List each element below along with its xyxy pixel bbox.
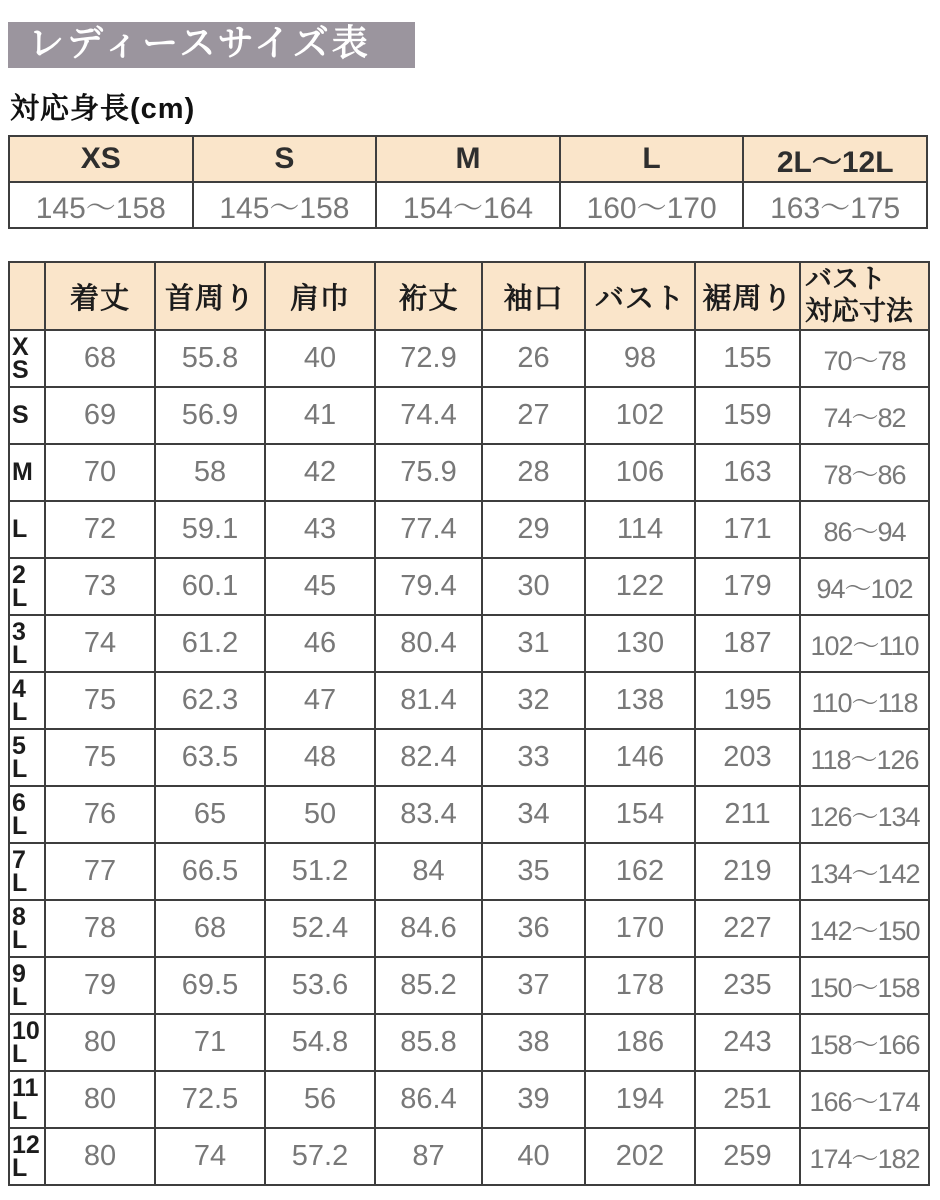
size-value-cell: 29 (482, 501, 585, 558)
size-value-cell: 72.9 (375, 330, 482, 387)
column-header: バスト 対応寸法 (800, 262, 929, 330)
size-value-cell: 78〜86 (800, 444, 929, 501)
size-value-cell: 76 (45, 786, 155, 843)
size-value-cell: 142〜150 (800, 900, 929, 957)
height-table-value-row (9, 182, 927, 228)
size-value-cell: 37 (482, 957, 585, 1014)
size-value-cell: 178 (585, 957, 695, 1014)
size-value-cell: 179 (695, 558, 800, 615)
size-value-cell: 77.4 (375, 501, 482, 558)
size-value-cell: 235 (695, 957, 800, 1014)
size-value-cell: 77 (45, 843, 155, 900)
height-table-header-cell: 2L〜12L (743, 136, 927, 182)
size-value-cell: 51.2 (265, 843, 375, 900)
table-row (9, 387, 929, 444)
height-table-header-cell: M (376, 136, 560, 182)
size-value-cell: 159 (695, 387, 800, 444)
size-value-cell: 158〜166 (800, 1014, 929, 1071)
size-value-cell: 186 (585, 1014, 695, 1071)
size-value-cell: 170 (585, 900, 695, 957)
size-value-cell: 55.8 (155, 330, 265, 387)
row-size-label: L (9, 501, 45, 558)
size-value-cell: 78 (45, 900, 155, 957)
size-value-cell: 43 (265, 501, 375, 558)
size-value-cell: 259 (695, 1128, 800, 1185)
size-table-header-row (9, 262, 929, 330)
size-value-cell: 57.2 (265, 1128, 375, 1185)
row-size-label: 8 L (9, 900, 45, 957)
size-value-cell: 187 (695, 615, 800, 672)
size-value-cell: 194 (585, 1071, 695, 1128)
size-value-cell: 150〜158 (800, 957, 929, 1014)
height-table-header-cell: L (560, 136, 744, 182)
size-value-cell: 47 (265, 672, 375, 729)
size-value-cell: 35 (482, 843, 585, 900)
row-size-label: X S (9, 330, 45, 387)
size-value-cell: 34 (482, 786, 585, 843)
size-value-cell: 114 (585, 501, 695, 558)
size-value-cell: 138 (585, 672, 695, 729)
size-value-cell: 155 (695, 330, 800, 387)
size-value-cell: 70〜78 (800, 330, 929, 387)
table-row (9, 1014, 929, 1071)
table-row (9, 501, 929, 558)
size-value-cell: 98 (585, 330, 695, 387)
size-value-cell: 79.4 (375, 558, 482, 615)
table-row (9, 1128, 929, 1185)
size-value-cell: 50 (265, 786, 375, 843)
row-size-label: 7 L (9, 843, 45, 900)
size-value-cell: 46 (265, 615, 375, 672)
size-table (8, 261, 930, 1186)
size-value-cell: 122 (585, 558, 695, 615)
column-header: バスト (585, 262, 695, 330)
size-value-cell: 69.5 (155, 957, 265, 1014)
size-value-cell: 87 (375, 1128, 482, 1185)
size-value-cell: 227 (695, 900, 800, 957)
size-value-cell: 40 (265, 330, 375, 387)
size-value-cell: 195 (695, 672, 800, 729)
size-value-cell: 85.8 (375, 1014, 482, 1071)
size-value-cell: 171 (695, 501, 800, 558)
size-value-cell: 85.2 (375, 957, 482, 1014)
size-value-cell: 102 (585, 387, 695, 444)
column-header: 肩巾 (265, 262, 375, 330)
column-header: 着丈 (45, 262, 155, 330)
table-row (9, 786, 929, 843)
height-table-value-cell: 145〜158 (9, 182, 193, 228)
row-size-label: 5 L (9, 729, 45, 786)
column-header: 裄丈 (375, 262, 482, 330)
size-value-cell: 203 (695, 729, 800, 786)
table-row (9, 1071, 929, 1128)
table-row (9, 444, 929, 501)
size-value-cell: 202 (585, 1128, 695, 1185)
size-value-cell: 60.1 (155, 558, 265, 615)
size-table-body (9, 330, 929, 1185)
size-value-cell: 70 (45, 444, 155, 501)
size-value-cell: 41 (265, 387, 375, 444)
size-value-cell: 80 (45, 1014, 155, 1071)
row-size-label: 2 L (9, 558, 45, 615)
size-value-cell: 58 (155, 444, 265, 501)
size-value-cell: 211 (695, 786, 800, 843)
height-table-header-row (9, 136, 927, 182)
size-value-cell: 26 (482, 330, 585, 387)
row-size-label: 11 L (9, 1071, 45, 1128)
size-value-cell: 39 (482, 1071, 585, 1128)
column-header: 裾周り (695, 262, 800, 330)
row-size-label: 9 L (9, 957, 45, 1014)
row-size-label: 6 L (9, 786, 45, 843)
size-value-cell: 243 (695, 1014, 800, 1071)
row-size-label: 12 L (9, 1128, 45, 1185)
size-value-cell: 86.4 (375, 1071, 482, 1128)
height-table-value-cell: 145〜158 (193, 182, 377, 228)
height-table-value-cell: 163〜175 (743, 182, 927, 228)
size-value-cell: 75 (45, 729, 155, 786)
size-value-cell: 73 (45, 558, 155, 615)
size-value-cell: 75.9 (375, 444, 482, 501)
height-table-header-cell: S (193, 136, 377, 182)
height-section-title: 対応身長(cm) (10, 93, 196, 125)
size-value-cell: 118〜126 (800, 729, 929, 786)
size-value-cell: 53.6 (265, 957, 375, 1014)
size-value-cell: 45 (265, 558, 375, 615)
size-value-cell: 61.2 (155, 615, 265, 672)
size-value-cell: 106 (585, 444, 695, 501)
row-size-label: 3 L (9, 615, 45, 672)
size-value-cell: 62.3 (155, 672, 265, 729)
size-value-cell: 72 (45, 501, 155, 558)
size-value-cell: 162 (585, 843, 695, 900)
size-value-cell: 94〜102 (800, 558, 929, 615)
column-header: 首周り (155, 262, 265, 330)
size-value-cell: 110〜118 (800, 672, 929, 729)
size-value-cell: 74.4 (375, 387, 482, 444)
size-value-cell: 68 (45, 330, 155, 387)
size-value-cell: 27 (482, 387, 585, 444)
size-value-cell: 28 (482, 444, 585, 501)
height-table (8, 135, 928, 229)
size-value-cell: 86〜94 (800, 501, 929, 558)
size-value-cell: 163 (695, 444, 800, 501)
size-value-cell: 40 (482, 1128, 585, 1185)
size-value-cell: 72.5 (155, 1071, 265, 1128)
column-header: 袖口 (482, 262, 585, 330)
size-value-cell: 84 (375, 843, 482, 900)
size-value-cell: 30 (482, 558, 585, 615)
size-value-cell: 56.9 (155, 387, 265, 444)
table-row (9, 843, 929, 900)
size-value-cell: 42 (265, 444, 375, 501)
size-value-cell: 154 (585, 786, 695, 843)
size-value-cell: 126〜134 (800, 786, 929, 843)
size-value-cell: 80 (45, 1071, 155, 1128)
size-value-cell: 102〜110 (800, 615, 929, 672)
size-value-cell: 74 (155, 1128, 265, 1185)
table-row (9, 558, 929, 615)
size-value-cell: 219 (695, 843, 800, 900)
size-value-cell: 52.4 (265, 900, 375, 957)
size-value-cell: 251 (695, 1071, 800, 1128)
height-table-value-cell: 154〜164 (376, 182, 560, 228)
table-row (9, 330, 929, 387)
size-value-cell: 166〜174 (800, 1071, 929, 1128)
size-value-cell: 56 (265, 1071, 375, 1128)
size-value-cell: 59.1 (155, 501, 265, 558)
table-row (9, 615, 929, 672)
size-value-cell: 134〜142 (800, 843, 929, 900)
size-value-cell: 65 (155, 786, 265, 843)
size-value-cell: 174〜182 (800, 1128, 929, 1185)
table-row (9, 957, 929, 1014)
table-row (9, 729, 929, 786)
size-value-cell: 80 (45, 1128, 155, 1185)
size-value-cell: 71 (155, 1014, 265, 1071)
row-size-label: S (9, 387, 45, 444)
row-size-label: 10 L (9, 1014, 45, 1071)
size-value-cell: 66.5 (155, 843, 265, 900)
size-value-cell: 81.4 (375, 672, 482, 729)
page-title: レディースサイズ表 (8, 22, 415, 68)
size-value-cell: 79 (45, 957, 155, 1014)
size-value-cell: 83.4 (375, 786, 482, 843)
size-value-cell: 32 (482, 672, 585, 729)
size-value-cell: 63.5 (155, 729, 265, 786)
height-table-header-cell: XS (9, 136, 193, 182)
size-value-cell: 84.6 (375, 900, 482, 957)
table-row (9, 900, 929, 957)
size-value-cell: 38 (482, 1014, 585, 1071)
size-value-cell: 74〜82 (800, 387, 929, 444)
size-value-cell: 54.8 (265, 1014, 375, 1071)
size-value-cell: 33 (482, 729, 585, 786)
corner-cell (9, 262, 45, 330)
row-size-label: M (9, 444, 45, 501)
size-value-cell: 146 (585, 729, 695, 786)
size-value-cell: 130 (585, 615, 695, 672)
size-value-cell: 69 (45, 387, 155, 444)
size-value-cell: 82.4 (375, 729, 482, 786)
size-value-cell: 36 (482, 900, 585, 957)
size-value-cell: 31 (482, 615, 585, 672)
size-value-cell: 80.4 (375, 615, 482, 672)
size-value-cell: 74 (45, 615, 155, 672)
row-size-label: 4 L (9, 672, 45, 729)
height-table-value-cell: 160〜170 (560, 182, 744, 228)
size-value-cell: 68 (155, 900, 265, 957)
size-value-cell: 48 (265, 729, 375, 786)
table-row (9, 672, 929, 729)
size-value-cell: 75 (45, 672, 155, 729)
